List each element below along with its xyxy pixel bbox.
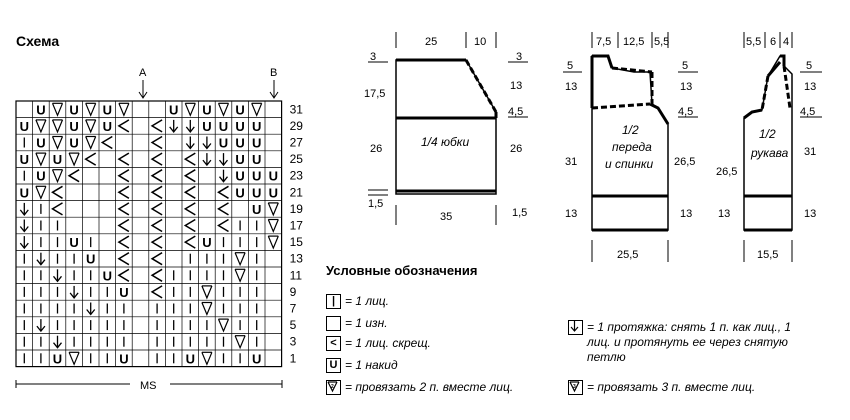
marker-b-label: B: [270, 67, 278, 79]
sleeve-piece: [716, 32, 822, 262]
body-left-dim-1: 5: [567, 60, 574, 72]
crossed-knit-stitch: [185, 153, 195, 165]
k2tog-icon: [326, 380, 341, 395]
legend-k2tog-text: = провязать 2 п. вместе лиц.: [345, 380, 514, 394]
crossed-knit-stitch: [152, 137, 162, 149]
yarn-over-stitch: U: [252, 185, 262, 201]
k2tog-stitch: [202, 303, 212, 315]
body-label-line-3: и спинки: [605, 157, 654, 171]
crossed-knit-stitch: [219, 203, 229, 215]
yarn-over-stitch: U: [119, 284, 129, 300]
yarn-over-stitch: U: [36, 168, 46, 184]
row-label: 5: [289, 318, 297, 333]
crossed-knit-stitch: [152, 286, 162, 298]
yarn-over-stitch: U: [119, 351, 129, 367]
sleeve-right-dim-2: 13: [804, 81, 817, 93]
k2tog-stitch: [202, 286, 212, 298]
row-label: 9: [289, 284, 297, 299]
yarn-over-icon: U: [326, 358, 341, 373]
k2tog-stitch: [268, 203, 278, 215]
knit-symbol-icon: |: [326, 294, 341, 309]
k2tog-stitch: [252, 103, 262, 115]
purl-symbol-icon: [326, 316, 341, 331]
k2tog-stitch: [53, 103, 63, 115]
legend-purl: [326, 316, 388, 331]
row-label: 31: [289, 102, 303, 117]
skirt-left-dim-3: 26: [370, 143, 383, 155]
sleeve-top-width-1: 5,5: [746, 36, 762, 48]
skirt-left-dim-4: 1,5: [368, 198, 384, 210]
crossed-knit-stitch: [152, 220, 162, 232]
k2tog-stitch: [69, 153, 79, 165]
crossed-knit-stitch: [119, 269, 129, 281]
body-top-width-2: 12,5: [623, 36, 645, 48]
k2tog-stitch: [69, 352, 79, 364]
yarn-over-stitch: U: [202, 235, 212, 251]
crossed-knit-stitch: [86, 153, 96, 165]
sleeve-right-dim-3: 4,5: [800, 106, 816, 118]
row-label: 29: [289, 118, 303, 133]
k2tog-stitch: [235, 336, 245, 348]
legend-slip: [568, 320, 798, 365]
crossed-knit-stitch: [119, 120, 129, 132]
row-label: 13: [289, 251, 303, 266]
ms-label: MS: [140, 380, 157, 392]
k2tog-stitch: [185, 103, 195, 115]
k2tog-stitch: [86, 103, 96, 115]
k2tog-stitch: [53, 120, 63, 132]
yarn-over-stitch: U: [52, 152, 63, 168]
crossed-knit-stitch: [53, 203, 63, 215]
k2tog-stitch: [219, 103, 229, 115]
k2tog-stitch: [119, 103, 129, 115]
skirt-piece: [364, 32, 528, 225]
legend-yarnover-text: = 1 накид: [345, 358, 398, 372]
row-label: 15: [289, 235, 303, 250]
schema-title: Схема: [16, 33, 60, 49]
yarn-over-stitch: U: [102, 118, 112, 134]
yarn-over-stitch: U: [102, 268, 112, 284]
yarn-over-stitch: U: [86, 251, 96, 267]
sleeve-left-dim-1: 26,5: [716, 166, 738, 178]
sleeve-top-width-3: 4: [783, 36, 790, 48]
legend-k3tog: [568, 380, 755, 395]
row-label: 23: [289, 168, 303, 183]
row-label: 17: [289, 218, 303, 233]
body-right-dim-5: 13: [680, 208, 693, 220]
yarn-over-stitch: U: [19, 185, 29, 201]
row-label: 25: [289, 152, 303, 167]
crossed-knit-stitch: [152, 253, 162, 265]
k2tog-stitch: [53, 170, 63, 182]
yarn-over-stitch: U: [52, 351, 63, 367]
stitch-chart: [16, 101, 303, 367]
crossed-knit-stitch: [152, 153, 162, 165]
yarn-over-stitch: U: [235, 168, 245, 184]
yarn-over-stitch: U: [235, 118, 245, 134]
yarn-over-stitch: U: [235, 102, 245, 118]
crossed-knit-stitch: [119, 203, 129, 215]
body-left-dim-3: 31: [565, 156, 578, 168]
body-left-dim-2: 13: [565, 81, 578, 93]
yarn-over-stitch: U: [218, 135, 229, 151]
yarn-over-stitch: U: [252, 168, 262, 184]
skirt-right-dim-2: 13: [510, 80, 523, 92]
legend-knit: [326, 294, 389, 309]
ms-brace: [16, 380, 282, 392]
skirt-right-dim-1: 3: [516, 51, 523, 63]
legend-knit-text: = 1 лиц.: [345, 294, 389, 308]
skirt-right-dim-3: 4,5: [508, 106, 524, 118]
skirt-top-width-2: 10: [474, 36, 487, 48]
k2tog-stitch: [36, 186, 46, 198]
k2tog-stitch: [219, 319, 229, 331]
legend-crossed-text: = 1 лиц. скрещ.: [345, 336, 431, 350]
crossed-knit-stitch: [185, 236, 195, 248]
legend-yarnover: [326, 358, 398, 373]
yarn-over-stitch: U: [252, 152, 262, 168]
crossed-knit-stitch: [219, 220, 229, 232]
body-right-dim-4: 26,5: [674, 156, 696, 168]
skirt-right-dim-4: 26: [510, 143, 523, 155]
crossed-knit-stitch: [119, 186, 129, 198]
row-label: 11: [289, 268, 303, 283]
yarn-over-stitch: U: [235, 152, 245, 168]
row-label: 21: [289, 185, 303, 200]
legend-k3tog-text: = провязать 3 п. вместе лиц.: [587, 380, 756, 394]
row-label: 3: [289, 334, 297, 349]
yarn-over-stitch: U: [19, 152, 29, 168]
crossed-knit-stitch: [119, 253, 129, 265]
yarn-over-stitch: U: [19, 118, 29, 134]
body-bottom-width: 25,5: [617, 249, 639, 261]
skirt-label: 1/4 юбки: [421, 135, 470, 149]
body-right-dim-2: 13: [680, 81, 693, 93]
yarn-over-stitch: U: [69, 135, 79, 151]
k2tog-stitch: [36, 153, 46, 165]
body-piece: [563, 32, 698, 262]
crossed-knit-stitch: [152, 120, 162, 132]
sleeve-right-dim-5: 13: [804, 208, 817, 220]
yarn-over-stitch: U: [252, 201, 262, 217]
crossed-knit-stitch: [119, 153, 129, 165]
sleeve-label-line-2: рукава: [751, 146, 789, 160]
skirt-bottom-width: 35: [440, 211, 453, 223]
sleeve-left-dim-2: 13: [718, 208, 731, 220]
crossed-knit-stitch: [152, 269, 162, 281]
yarn-over-stitch: U: [185, 351, 195, 367]
crossed-knit-stitch: [152, 236, 162, 248]
crossed-knit-icon: <: [326, 336, 341, 351]
yarn-over-stitch: U: [252, 351, 262, 367]
row-label: 19: [289, 201, 303, 216]
body-left-dim-4: 13: [565, 208, 578, 220]
k2tog-stitch: [86, 137, 96, 149]
sleeve-right-dim-4: 31: [804, 146, 817, 158]
k2tog-stitch: [53, 137, 63, 149]
body-label-line-2: переда: [612, 140, 652, 154]
k2tog-stitch: [268, 236, 278, 248]
row-label: 27: [289, 135, 303, 150]
legend-crossed: [326, 336, 431, 351]
legend-k2tog: [326, 380, 513, 395]
yarn-over-stitch: U: [202, 102, 212, 118]
svg-text:3: 3: [573, 384, 576, 390]
yarn-over-stitch: U: [36, 135, 46, 151]
marker-b: [270, 67, 278, 98]
yarn-over-stitch: U: [69, 235, 79, 251]
yarn-over-stitch: U: [268, 185, 278, 201]
skirt-left-dim-1: 3: [370, 51, 377, 63]
yarn-over-stitch: U: [218, 118, 229, 134]
legend-slip-text: = 1 протяжка: снять 1 п. как лиц., 1 лиц. и протянуть ее через снятую петлю: [587, 320, 792, 364]
sleeve-bottom-width: 15,5: [757, 249, 779, 261]
body-top-width-1: 7,5: [596, 36, 612, 48]
marker-a: [139, 67, 147, 98]
sleeve-label-line-1: 1/2: [759, 127, 776, 141]
skirt-left-dim-2: 17,5: [364, 88, 386, 100]
crossed-knit-stitch: [152, 170, 162, 182]
crossed-knit-stitch: [102, 137, 112, 149]
row-label: 1: [289, 351, 297, 366]
skirt-right-dim-5: 1,5: [512, 207, 528, 219]
slip-pass-icon: [568, 320, 583, 335]
crossed-knit-stitch: [185, 170, 195, 182]
yarn-over-stitch: U: [235, 185, 245, 201]
crossed-knit-stitch: [152, 186, 162, 198]
body-label-line-1: 1/2: [622, 123, 639, 137]
skirt-top-width-1: 25: [425, 36, 438, 48]
k2tog-stitch: [235, 269, 245, 281]
k2tog-stitch: [235, 253, 245, 265]
svg-text:2: 2: [331, 384, 334, 390]
crossed-knit-stitch: [219, 186, 229, 198]
yarn-over-stitch: U: [268, 168, 278, 184]
body-top-width-3: 5,5: [654, 36, 670, 48]
k2tog-stitch: [268, 220, 278, 232]
yarn-over-stitch: U: [69, 102, 79, 118]
yarn-over-stitch: U: [252, 135, 262, 151]
crossed-knit-stitch: [152, 203, 162, 215]
crossed-knit-stitch: [119, 220, 129, 232]
k3tog-icon: [568, 380, 583, 395]
legend-title: Условные обозначения: [326, 263, 478, 278]
k2tog-stitch: [86, 120, 96, 132]
yarn-over-stitch: U: [169, 102, 179, 118]
body-right-dim-3: 4,5: [678, 106, 694, 118]
crossed-knit-stitch: [119, 170, 129, 182]
yarn-over-stitch: U: [202, 118, 212, 134]
yarn-over-stitch: U: [252, 118, 262, 134]
marker-a-label: A: [139, 67, 147, 79]
k2tog-stitch: [36, 120, 46, 132]
k2tog-stitch: [202, 352, 212, 364]
crossed-knit-stitch: [53, 186, 63, 198]
sleeve-right-dim-1: 5: [806, 60, 813, 72]
body-right-dim-1: 5: [682, 60, 689, 72]
crossed-knit-stitch: [119, 236, 129, 248]
legend-purl-text: = 1 изн.: [345, 316, 388, 330]
crossed-knit-stitch: [185, 186, 195, 198]
yarn-over-stitch: U: [69, 118, 79, 134]
row-label: 7: [289, 301, 297, 316]
yarn-over-stitch: U: [102, 102, 112, 118]
crossed-knit-stitch: [185, 220, 195, 232]
crossed-knit-stitch: [185, 203, 195, 215]
yarn-over-stitch: U: [235, 135, 245, 151]
sleeve-top-width-2: 6: [770, 36, 777, 48]
yarn-over-stitch: U: [36, 102, 46, 118]
crossed-knit-stitch: [69, 170, 79, 182]
